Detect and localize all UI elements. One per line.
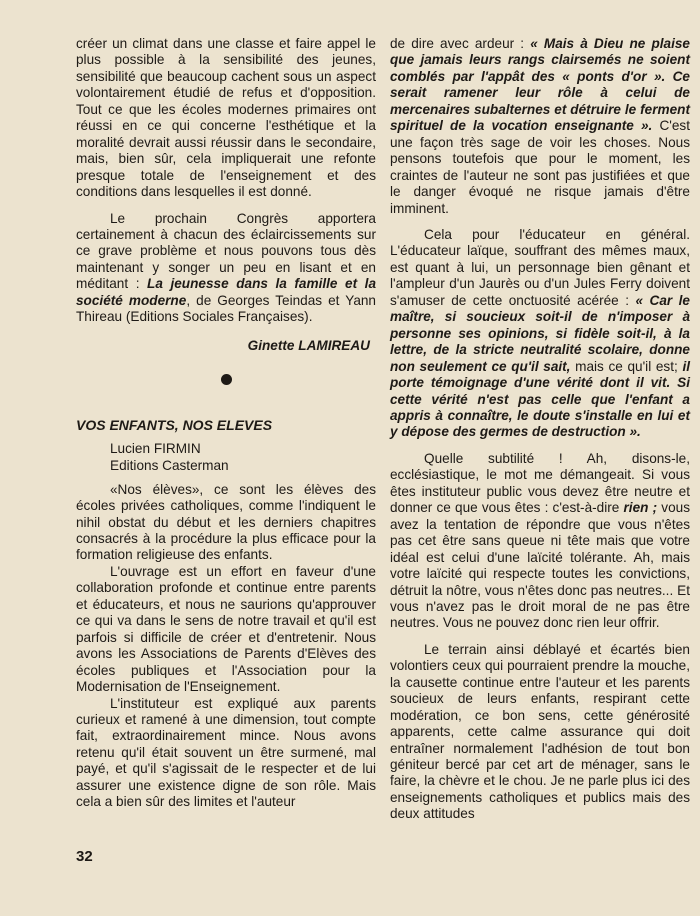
- paragraph-text: Quelle subtilité ! Ah, disons-le, ecclésiastique, le mot me démangeait. Si vous êtes instituteur public vous devez être neutre et donner ce que vous êtes : c'est-à-dire: [390, 450, 690, 516]
- review-title: VOS ENFANTS, NOS ELEVES: [76, 417, 273, 434]
- paragraph-text: Cela pour l'éducateur en général. L'éducateur laïque, souffrant des mêmes maux, est quant à lui, un personnage bien gênant et l'ampleur d'un Jaurès ou d'un Jules Ferry doivent s'amuser de cette onctuosité acérée :: [390, 226, 690, 308]
- paragraph: L'ouvrage est un effort en faveur d'une collaboration profonde et continue entre parents et éducateurs, et nous ne saurions qu'approuver ce qui va dans le sens de notre travail et qu'il est parfois si difficile de créer et d'entretenir. Nous avons les Associations de Parents d'Elèves des écoles publiques et l'Association pour la Modernisation de l'Enseignement.: [76, 563, 376, 695]
- paragraph-text: de dire avec ardeur :: [390, 36, 531, 51]
- quotation: il porte témoignage d'une vérité dont il vit. Si cette vérité n'est pas celle que l'enfant a appris à connaître, le doute s'installe en lui et y dépose des germes de destruction ».: [390, 358, 690, 440]
- quotation: « Car le maître, si soucieux soit-il de n'imposer à personne ses opinions, si fidèle soit-il, à la lettre, de la stricte neutralité scolaire, donne non seulement ce qu'il sait,: [390, 292, 690, 374]
- paragraph: [390, 451, 690, 632]
- book-title: La jeunesse dans la famille et la société moderne: [76, 276, 377, 308]
- paragraph-text: mais ce qu'il est;: [570, 358, 683, 374]
- page-number: 32: [76, 848, 93, 865]
- paragraph: créer un climat dans une classe et faire appel le plus possible à la sensibilité des jeunes, sensibilité que beaucoup cachent sous un aspect volontairement étudié de refus et d'opposition. Tout ce que les écoles modernes primaires ont réussi en ce qui concerne l'esthétique et la moralité devrait aussi réussir dans le secondaire, mais, bien sûr, cela impliquerait une refonte presque totale de l'enseignement et des conditions dans lesquelles il est donné.: [76, 36, 376, 200]
- author-signature: Ginette LAMIREAU: [247, 337, 370, 353]
- quotation: « Mais à Dieu ne plaise que jamais leurs rangs clairsemés ne soient comblés par l'appât des « ponts d'or ». Ce serait ramener leur rôle à celui de mercenaires subalternes et détruire le ferment spirituel de la vocation enseignante ».: [390, 36, 690, 134]
- right-column: [390, 36, 690, 823]
- paragraph: L'instituteur est expliqué aux parents curieux et ramené à une dimension, tout compte fait, extraordinairement mince. Nous avons retenu qu'il était souvent un être surmené, mal payé, et qu'il s'agissait de le respecter et de lui assurer une existence digne de son rôle. Mais cela a bien sûr des limites et l'auteur: [76, 695, 376, 810]
- left-column: [76, 36, 376, 811]
- paragraph: [390, 227, 690, 441]
- paragraph: «Nos élèves», ce sont les élèves des écoles privées catholiques, comme l'indiquent le nihil obstat du début et les derniers chapitres consacrés à la procédure la plus efficace pour la formation religieuse des enfants.: [76, 481, 376, 563]
- paragraph-text: , de Georges Teindas et Yann Thireau (Editions Sociales Françaises).: [76, 292, 376, 325]
- review-publisher: Editions Casterman: [110, 457, 229, 473]
- paragraph: Le terrain ainsi déblayé et écartés bien volontiers ceux qui pourraient prendre la mouche, la causette continue entre l'auteur et les parents soucieux de leurs enfants, respirant cette modération, ce bon sens, cette générosité apparents, cette calme assurance qui doit entraîner normalement l'adhésion de tout bon géniteur bercé par cet art de ménager, sans le faire, la chèvre et le chou. Je ne parle plus ici des enseignements catholiques et publics mais des deux attitudes: [390, 641, 690, 822]
- paragraph-text: C'est une façon très sage de voir les choses. Nous pensons toutefois que pour le moment, les craintes de l'auteur ne sont pas justifiées et que le danger évoqué ne risque jamais d'être imminent.: [390, 118, 690, 216]
- paragraph: [390, 36, 690, 217]
- paragraph-text: vous avez la tentation de répondre que vous n'êtes pas cet être sans queue ni tête mais que votre idéal est celui d'une laïcité tolérante. Ah, mais votre laïcité qui respecte toutes les convictions, détruit la nôtre, vous n'êtes donc pas neutres... Et vous n'avez pas le droit moral de ne pas être neutres. Vous ne pouvez donc rien leur offrir.: [390, 500, 691, 631]
- emphasis: rien ;: [623, 500, 658, 516]
- section-separator-dot: [221, 374, 232, 385]
- paragraph-text: Le prochain Congrès apportera certainement à chacun des éclaircissements sur ce grave problème et nous pouvons tous dès maintenant y songer un peu en lisant et en méditant :: [76, 210, 376, 292]
- paragraph: [76, 211, 376, 326]
- review-author: Lucien FIRMIN: [110, 440, 201, 456]
